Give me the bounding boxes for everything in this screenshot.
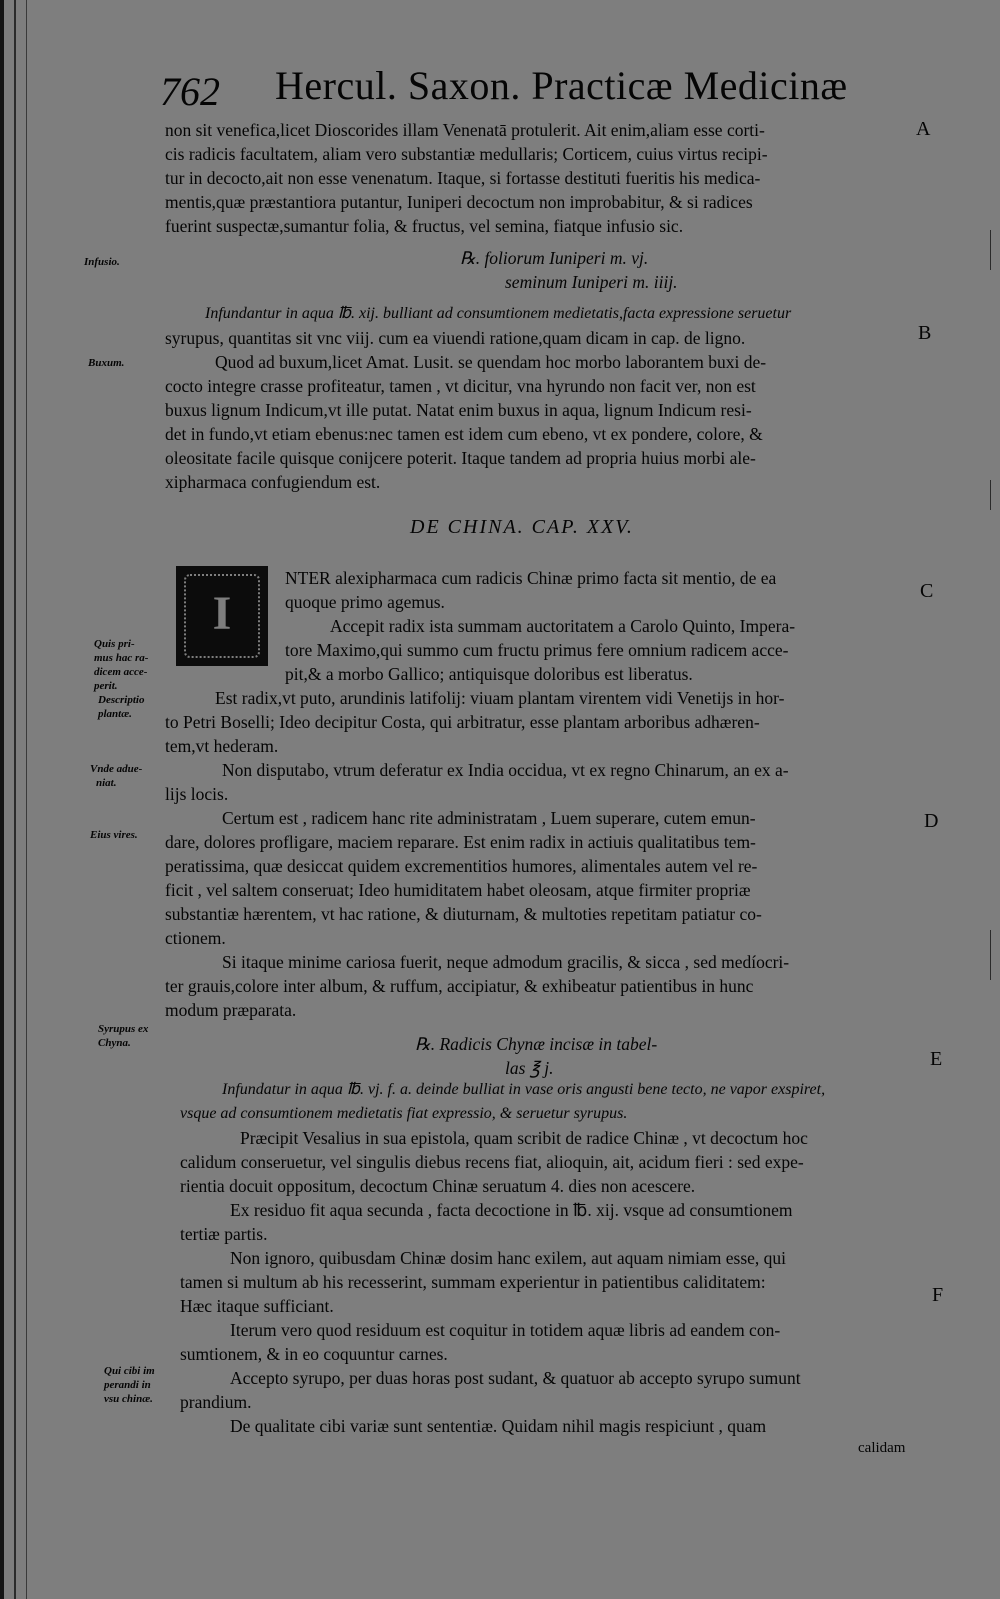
body-line: xipharmaca confugiendum est. bbox=[165, 472, 381, 492]
margin-note-qui-cibi: Qui cibi im bbox=[104, 1365, 155, 1377]
body-line: buxus lignum Indicum,vt ille putat. Natat enim buxus in aqua, lignum Indicum resi- bbox=[165, 400, 752, 420]
body-line: ctionem. bbox=[165, 928, 226, 948]
left-binding-line-2 bbox=[26, 0, 27, 1599]
recipe-line: las ℥ j. bbox=[505, 1058, 554, 1078]
margin-note-quis-primus: Quis pri- bbox=[94, 638, 135, 650]
left-binding-shadow bbox=[0, 0, 4, 1599]
body-line: tur in decocto,ait non esse venenatum. Itaque, si fortasse destituti fueritis his medica- bbox=[165, 168, 761, 188]
margin-note-quis-primus: dicem acce- bbox=[94, 666, 148, 678]
section-letter-c: C bbox=[920, 580, 934, 602]
body-line: pit,& a morbo Gallico; antiquisque doloribus est liberatus. bbox=[285, 664, 693, 684]
margin-note-vnde: Vnde adue- bbox=[90, 763, 143, 775]
body-line: Accepto syrupo, per duas horas post sudant, & quatuor ab accepto syrupo sumunt bbox=[230, 1368, 801, 1388]
body-line: fuerint suspectæ,sumantur folia, & fructus, vel semina, fiatque infusio sic. bbox=[165, 216, 684, 236]
margin-note-syrupus: Chyna. bbox=[98, 1037, 131, 1049]
section-letter-b: B bbox=[918, 322, 932, 344]
body-line: cis radicis facultatem, aliam vero substantiæ medullaris; Corticem, cuius virtus recipi- bbox=[165, 144, 768, 164]
margin-note-buxum: Buxum. bbox=[88, 357, 125, 369]
body-line: substantiæ hærentem, vt hac ratione, & diuturnam, & multoties repetitam patiatur co- bbox=[165, 904, 762, 924]
page-header bbox=[160, 62, 900, 112]
margin-note-infusio: Infusio. bbox=[84, 256, 120, 268]
initial-letter: I bbox=[212, 587, 232, 640]
body-line: tem,vt hederam. bbox=[165, 736, 279, 756]
body-line: oleositate facile quisque conijcere poterit. Itaque tandem ad propria huius morbi ale- bbox=[165, 448, 756, 468]
body-line: NTER alexipharmaca cum radicis Chinæ primo facta sit mentio, de ea bbox=[285, 568, 777, 588]
margin-note-eius-vires: Eius vires. bbox=[90, 829, 138, 841]
body-line: Non disputabo, vtrum deferatur ex India occidua, vt ex regno Chinarum, an ex a- bbox=[222, 760, 789, 780]
body-line: syrupus, quantitas sit vnc viij. cum ea viuendi ratione,quam dicam in cap. de ligno. bbox=[165, 328, 746, 348]
running-title: Hercul. Saxon. Practicæ Medicinæ bbox=[275, 63, 848, 108]
section-letter-d: D bbox=[924, 810, 939, 832]
top-edge-strip bbox=[660, 0, 1000, 22]
body-line: sumtionem, & in eo coquuntur carnes. bbox=[180, 1344, 448, 1364]
body-line: ficit , vel saltem conseruat; Ideo humiditatem habet oleosam, atque firmiter propriæ bbox=[165, 880, 751, 900]
body-line: Si itaque minime cariosa fuerit, neque admodum gracilis, & sicca , sed medíocri- bbox=[222, 952, 790, 972]
margin-note-descriptio: Descriptio bbox=[98, 694, 145, 706]
body-line: Infundatur in aqua ℔. vj. f. a. deinde bulliat in vase oris angusti bene tecto, ne vapor exspiret, bbox=[222, 1081, 826, 1098]
section-letter-a: A bbox=[916, 118, 931, 140]
body-line: lijs locis. bbox=[165, 784, 229, 804]
body-line: ter grauis,colore inter album, & ruffum, accipiatur, & exhibeatur patientibus in hunc bbox=[165, 976, 754, 996]
body-line: tore Maximo,qui summo cum fructu primus fere omnium radicem acce- bbox=[285, 640, 789, 660]
body-line: cocto integre crasse profiteatur, tamen , vt dicitur, vna hyrundo non facit ver, non est bbox=[165, 376, 756, 396]
decorated-initial bbox=[176, 566, 268, 666]
recipe-line: ℞. Radicis Chynæ incisæ in tabel- bbox=[415, 1034, 658, 1054]
chapter-heading: DE CHINA. CAP. XXV. bbox=[410, 516, 634, 538]
body-line: Hæc itaque sufficiant. bbox=[180, 1296, 334, 1316]
body-line: De qualitate cibi variæ sunt sententiæ. Quidam nihil magis respiciunt , quam bbox=[230, 1416, 767, 1436]
margin-note-qui-cibi: vsu chinæ. bbox=[104, 1393, 153, 1405]
body-line: non sit venefica,licet Dioscorides illam Venenatā protulerit. Ait enim,aliam esse corti- bbox=[165, 120, 765, 140]
body-line: Non ignoro, quibusdam Chinæ dosim hanc exilem, aut aquam nimiam esse, qui bbox=[230, 1248, 787, 1268]
left-binding-line bbox=[14, 0, 16, 1599]
body-line: Accepit radix ista summam auctoritatem a Carolo Quinto, Impera- bbox=[330, 616, 796, 636]
page-number: 762 bbox=[160, 69, 220, 114]
right-edge-mark-2 bbox=[990, 480, 991, 510]
body-line: Infundantur in aqua ℔. xij. bulliant ad consumtionem medietatis,facta expressione seruetur bbox=[205, 305, 792, 322]
recipe-line: seminum Iuniperi m. iiij. bbox=[505, 272, 678, 292]
body-line: calidum conseruetur, vel singulis diebus recens fiat, alioquin, ait, acidum fieri : sed expe- bbox=[180, 1152, 804, 1172]
body-line: peratissima, quæ desiccat quidem excrementitios humores, alimentales autem vel re- bbox=[165, 856, 758, 876]
body-line: Ex residuo fit aqua secunda , facta decoctione in ℔. xij. vsque ad consumtionem bbox=[230, 1200, 793, 1220]
section-letter-f: F bbox=[932, 1284, 944, 1306]
margin-note-descriptio: plantæ. bbox=[98, 708, 132, 720]
recipe-line: ℞. foliorum Iuniperi m. vj. bbox=[460, 248, 649, 268]
body-line: prandium. bbox=[180, 1392, 252, 1412]
body-line: quoque primo agemus. bbox=[285, 592, 445, 612]
margin-note-qui-cibi: perandi in bbox=[104, 1379, 151, 1391]
body-line: vsque ad consumtionem medietatis fiat expressio, & seruetur syrupus. bbox=[180, 1105, 628, 1122]
body-line: dare, dolores profligare, maciem reparare. Est enim radix in actiuis qualitatibus tem- bbox=[165, 832, 756, 852]
margin-note-syrupus: Syrupus ex bbox=[98, 1023, 149, 1035]
body-line: Certum est , radicem hanc rite administratam , Luem superare, cutem emun- bbox=[222, 808, 756, 828]
body-line: Iterum vero quod residuum est coquitur in totidem aquæ libris ad eandem con- bbox=[230, 1320, 781, 1340]
body-line: Præcipit Vesalius in sua epistola, quam scribit de radice Chinæ , vt decoctum hoc bbox=[240, 1128, 808, 1148]
section-letter-e: E bbox=[930, 1048, 943, 1070]
body-line: tertiæ partis. bbox=[180, 1224, 268, 1244]
margin-note-quis-primus: perit. bbox=[94, 680, 118, 692]
margin-note-quis-primus: mus hac ra- bbox=[94, 652, 149, 664]
body-line: rientia docuit oppositum, decoctum Chinæ seruatum 4. dies non acescere. bbox=[180, 1176, 696, 1196]
right-edge-mark-3 bbox=[990, 930, 991, 980]
margin-note-vnde: niat. bbox=[96, 777, 117, 789]
body-line: tamen si multum ab his recesserint, summam experientur in patientibus caliditatem: bbox=[180, 1272, 766, 1292]
body-line: det in fundo,vt etiam ebenus:nec tamen est idem cum ebeno, vt ex pondere, colore, & bbox=[165, 424, 763, 444]
body-line: modum præparata. bbox=[165, 1000, 297, 1020]
body-line: mentis,quæ præstantiora putantur, Iuniperi decoctum non improbabitur, & si radices bbox=[165, 192, 753, 212]
body-line: Est radix,vt puto, arundinis latifolij: viuam plantam virentem vidi Venetijs in hor- bbox=[215, 688, 785, 708]
right-edge-mark bbox=[990, 230, 991, 270]
body-line: Quod ad buxum,licet Amat. Lusit. se quendam hoc morbo laborantem buxi de- bbox=[215, 352, 767, 372]
body-line: to Petri Boselli; Ideo decipitur Costa, qui arbitratur, esse plantam arboribus adhæren- bbox=[165, 712, 760, 732]
catchword: calidam bbox=[858, 1440, 906, 1456]
